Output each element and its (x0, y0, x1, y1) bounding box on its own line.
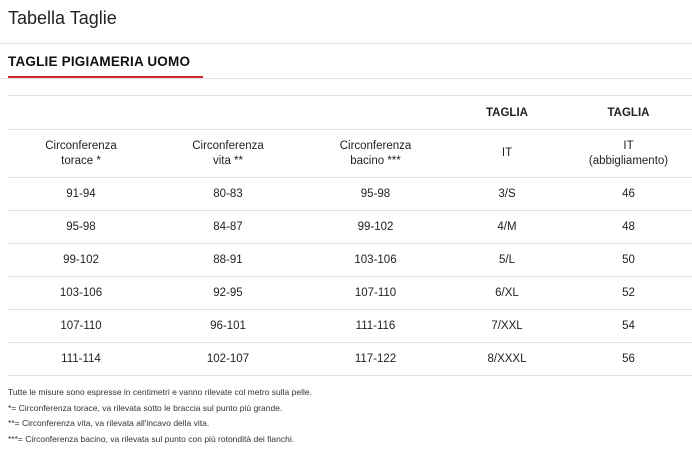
table-row (8, 310, 692, 343)
table-cell: 6/XL (449, 277, 565, 310)
note-general: Tutte le misure sono espresse in centimetri e vanno rilevate col metro sulla pelle. (8, 387, 312, 397)
header-cell-waist (154, 96, 302, 130)
table-cell: 56 (565, 343, 692, 376)
table-cell: 4/M (449, 211, 565, 244)
table-cell: 5/L (449, 244, 565, 277)
column-header-size-clothing: IT (abbigliamento) (565, 130, 692, 178)
table-row (8, 277, 692, 310)
header-cell-size-clothing: TAGLIA (565, 96, 692, 130)
table-cell: 54 (565, 310, 692, 343)
table-cell: 3/S (449, 178, 565, 211)
table-cell: 88-91 (154, 244, 302, 277)
note-hips: ***= Circonferenza bacino, va rilevata sul punto con più rotondità dei fianchi. (8, 433, 295, 444)
table-cell: 111-114 (8, 343, 154, 376)
table-cell: 96-101 (154, 310, 302, 343)
table-cell: 117-122 (302, 343, 449, 376)
table-cell: 52 (565, 277, 692, 310)
table-cell: 50 (565, 244, 692, 277)
table-row (8, 211, 692, 244)
column-header-chest: Circonferenza torace * (8, 130, 154, 178)
table-subheader-row (8, 130, 692, 178)
table-row (8, 178, 692, 211)
table-cell: 80-83 (154, 178, 302, 211)
page-title: Tabella Taglie (8, 8, 117, 28)
table-cell: 103-106 (8, 277, 154, 310)
table-cell: 103-106 (302, 244, 449, 277)
section-title: TAGLIE PIGIAMERIA UOMO (8, 54, 191, 69)
table-cell: 95-98 (8, 211, 154, 244)
table-cell: 91-94 (8, 178, 154, 211)
table-cell: 92-95 (154, 277, 302, 310)
size-table (8, 95, 692, 376)
column-header-hips: Circonferenza bacino *** (302, 130, 449, 178)
note-chest: *= Circonferenza torace, va rilevata sotto le braccia sul punto più grande. (8, 402, 283, 413)
table-cell: 107-110 (302, 277, 449, 310)
table-cell: 8/XXXL (449, 343, 565, 376)
table-row (8, 244, 692, 277)
table-cell: 111-116 (302, 310, 449, 343)
column-header-waist: Circonferenza vita ** (154, 130, 302, 178)
section-divider (0, 78, 692, 79)
table-cell: 107-110 (8, 310, 154, 343)
table-cell: 99-102 (302, 211, 449, 244)
table-cell: 95-98 (302, 178, 449, 211)
table-cell: 102-107 (154, 343, 302, 376)
header-divider (0, 43, 692, 44)
table-row (8, 343, 692, 376)
table-cell: 46 (565, 178, 692, 211)
note-waist: **= Circonferenza vita, va rilevata all'incavo della vita. (8, 418, 210, 428)
table-header-row (8, 96, 692, 130)
header-cell-size-it: TAGLIA (449, 96, 565, 130)
table-cell: 99-102 (8, 244, 154, 277)
table-cell: 84-87 (154, 211, 302, 244)
header-cell-chest (8, 96, 154, 130)
table-cell: 48 (565, 211, 692, 244)
column-header-size-it: IT (449, 130, 565, 178)
size-notes (8, 385, 312, 447)
table-cell: 7/XXL (449, 310, 565, 343)
header-cell-hips (302, 96, 449, 130)
